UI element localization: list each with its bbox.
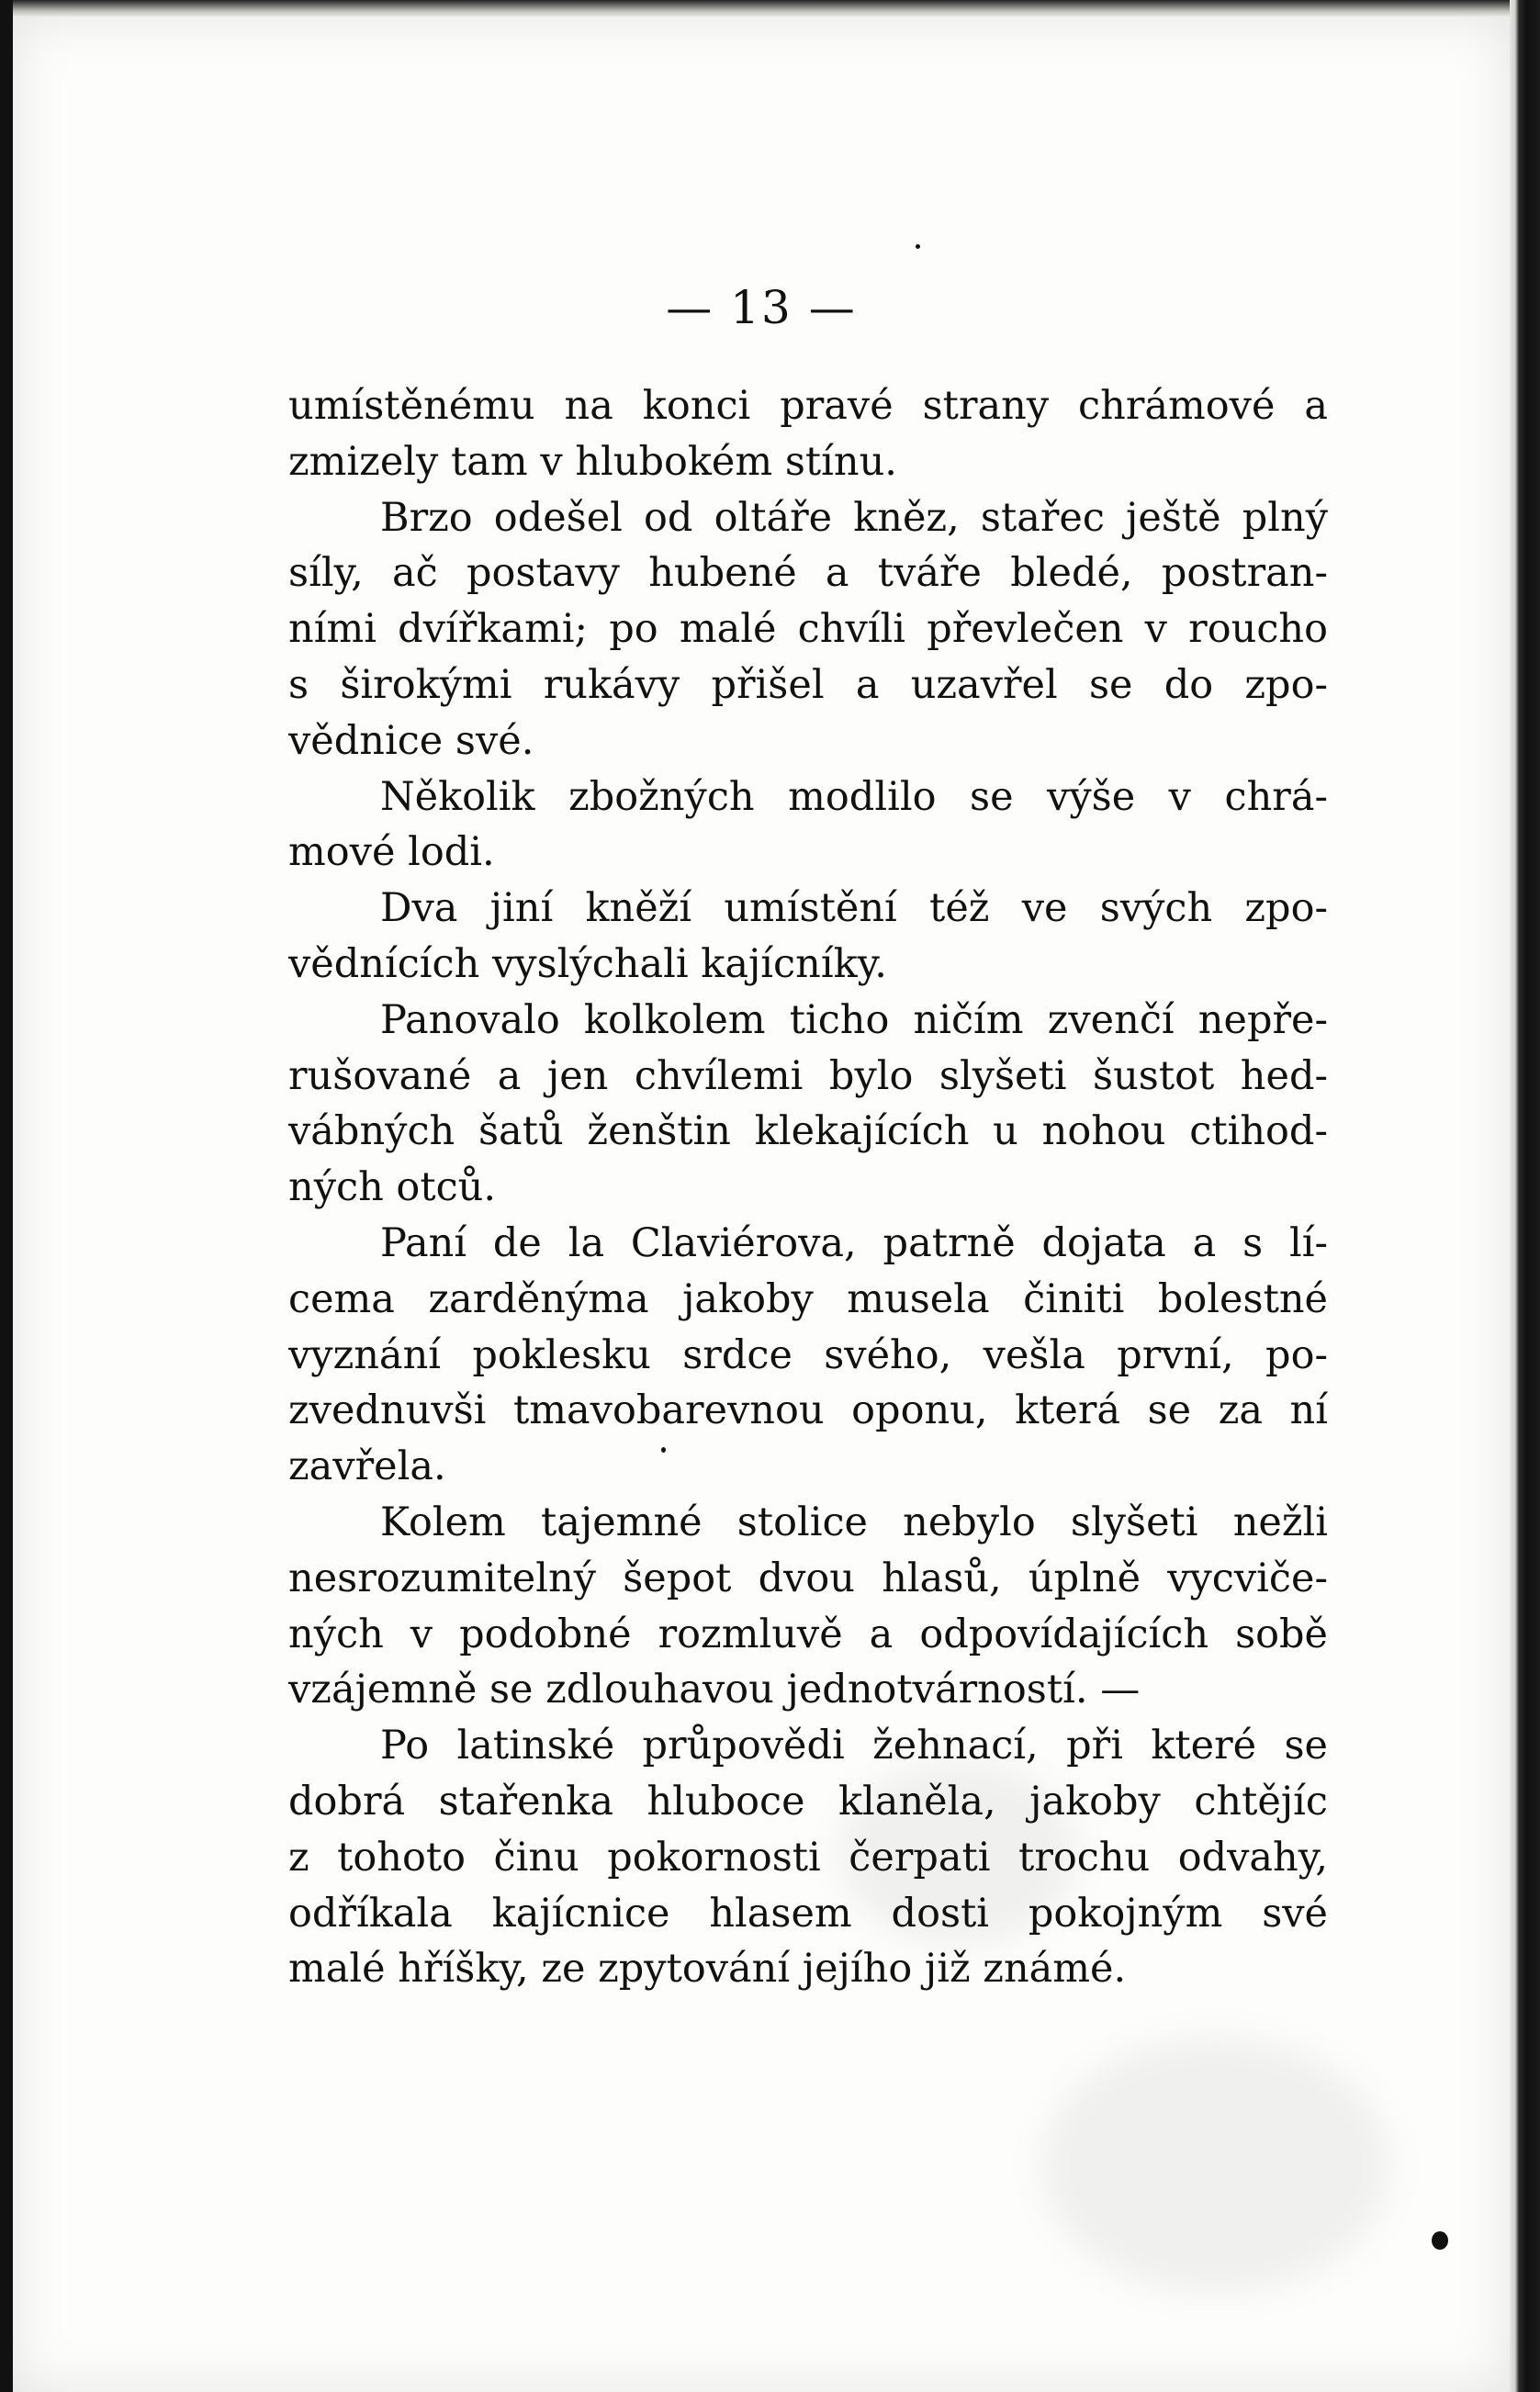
- text-line: zmizely tam v hlubokém stínu.: [288, 438, 897, 485]
- ink-spot: [1432, 2231, 1448, 2250]
- scan-left-border: [0, 0, 13, 2392]
- text-line: Kolem tajemné stolice nebylo slyšeti nežli: [380, 1499, 1328, 1545]
- text-line: rušované a jen chvílemi bylo slyšeti šustot hed-: [288, 1052, 1328, 1099]
- text-line: umístěnému na konci pravé strany chrámové a: [288, 383, 1328, 429]
- text-line: ními dvířkami; po malé chvíli převlečen v roucho: [288, 606, 1328, 653]
- text-line: Panovalo kolkolem ticho ničím zvenčí nepře-: [380, 996, 1328, 1043]
- ink-speck: [661, 1447, 666, 1453]
- text-line: vědnících vyslýchali kajícníky.: [288, 940, 887, 987]
- text-line: vědnice své.: [288, 717, 534, 764]
- text-line: ných otců.: [288, 1164, 497, 1211]
- text-line: ných v podobné rozmluvě a odpovídajících sobě: [288, 1611, 1328, 1657]
- text-line: zvednuvši tmavobarevnou oponu, která se za ní: [288, 1387, 1328, 1434]
- paper-stain: [1041, 2037, 1390, 2294]
- text-line: zavřela.: [288, 1443, 446, 1490]
- text-line: vzájemně se zdlouhavou jednotvárností. —: [288, 1667, 1141, 1713]
- text-line: cema zarděnýma jakoby musela činiti bolestné: [288, 1275, 1328, 1322]
- text-line: z tohoto činu pokornosti čerpati trochu odvahy,: [288, 1834, 1328, 1881]
- text-line: s širokými rukávy přišel a uzavřel se do zpo-: [288, 661, 1328, 708]
- scan-right-border: [1510, 0, 1540, 2392]
- body-text: [288, 378, 1328, 1997]
- text-line: vyznání poklesku srdce svého, vešla první, po-: [288, 1331, 1328, 1378]
- text-line: vábných šatů ženštin klekajících u nohou ctihod-: [288, 1108, 1328, 1155]
- text-line: malé hříšky, ze zpytování jejího již známé.: [288, 1946, 1127, 1993]
- scan-top-border: [13, 0, 1510, 17]
- text-line: Několik zbožných modlilo se výše v chrá-: [380, 773, 1328, 820]
- text-line: Po latinské průpovědi žehnací, při které se: [380, 1723, 1328, 1769]
- page-number: — 13 —: [666, 281, 857, 334]
- text-line: Dva jiní kněží umístění též ve svých zpo-: [380, 885, 1328, 932]
- ink-speck: [916, 244, 920, 249]
- text-line: Brzo odešel od oltáře kněz, stařec ještě plný: [380, 494, 1328, 541]
- text-line: nesrozumitelný šepot dvou hlasů, úplně vycviče-: [288, 1555, 1328, 1601]
- text-line: mové lodi.: [288, 829, 495, 876]
- book-page: [13, 17, 1510, 2392]
- text-line: dobrá stařenka hluboce klaněla, jakoby chtějíc: [288, 1778, 1328, 1825]
- text-line: odříkala kajícnice hlasem dosti pokojným své: [288, 1890, 1328, 1937]
- text-line: síly, ač postavy hubené a tváře bledé, postran-: [288, 550, 1328, 597]
- text-line: Paní de la Claviérova, patrně dojata a s lí-: [380, 1219, 1328, 1266]
